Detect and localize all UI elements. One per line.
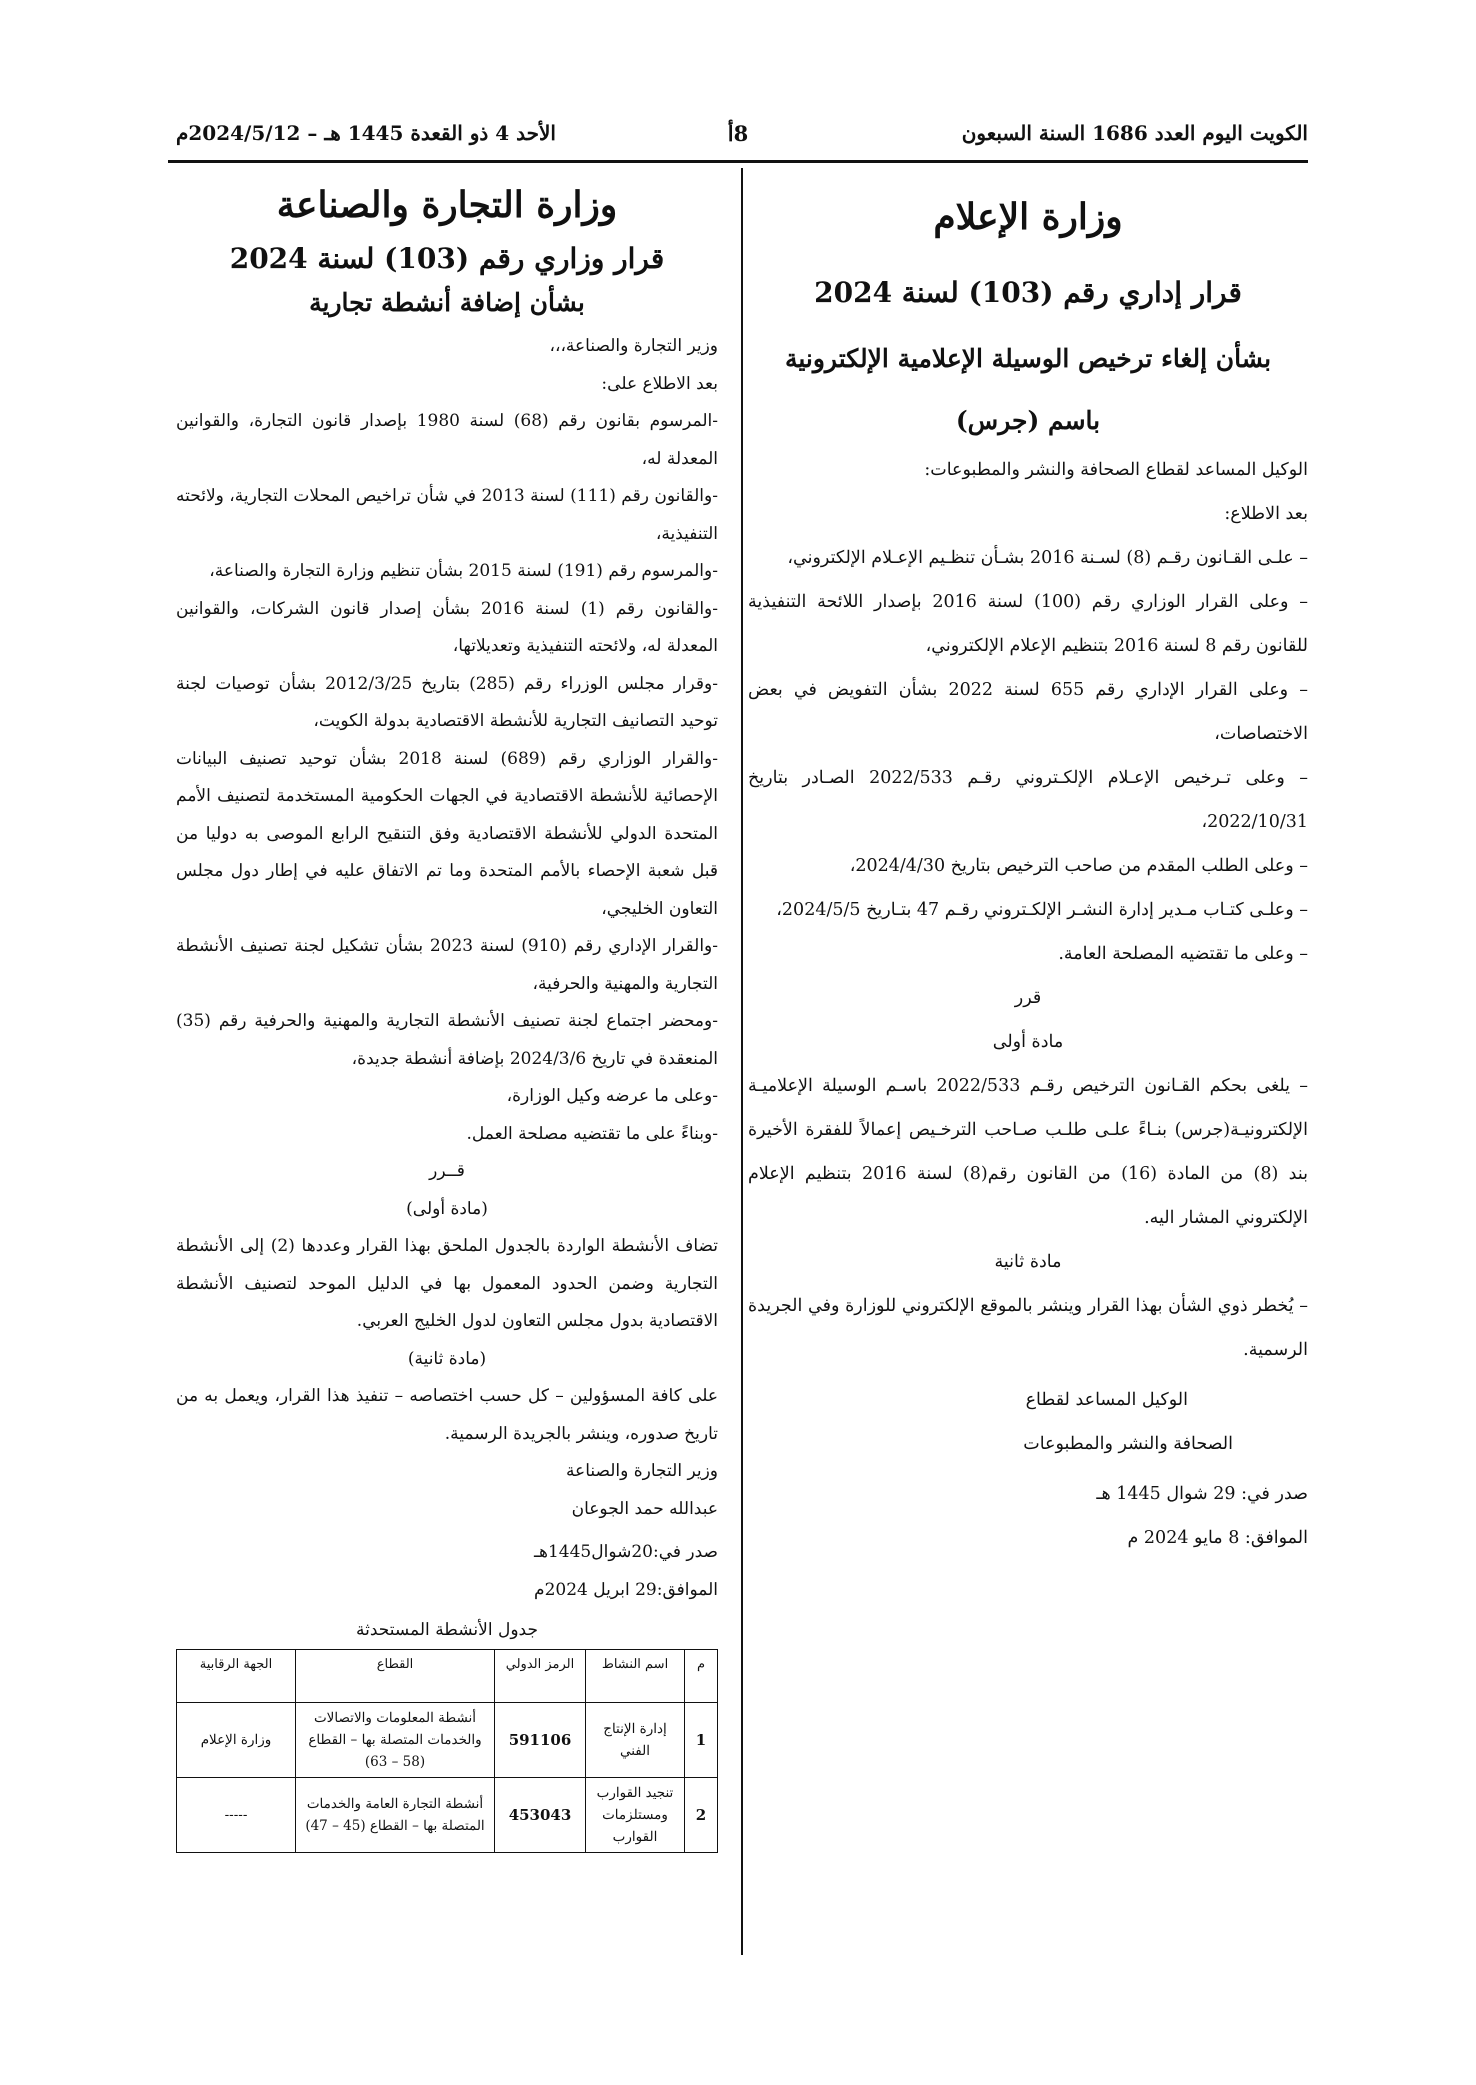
article-1-heading: (مادة أولى) (406, 1198, 488, 1219)
issue-date-gregorian: الموافق:29 ابريل 2024م (534, 1579, 718, 1600)
preamble-paragraph: – وعلـى كتـاب مـدير إدارة النشـر الإلكـتروني رقـم 47 بتـاريخ 2024/5/5، (776, 900, 1308, 920)
preamble-paragraph: – وعلى تـرخيص الإعـلام الإلكـتروني رقـم 2022/533 الصـادر بتاريخ 2022/10/31، (748, 768, 1308, 832)
masthead: الكويت اليوم العدد 1686 السنة السبعون (961, 121, 1308, 145)
ministry-title: وزارة التجارة والصناعة (276, 184, 618, 226)
decision-subject-line-1: بشأن إلغاء ترخيص الوسيلة الإعلامية الإلكترونية (784, 344, 1272, 373)
preamble-paragraph: -والقرار الوزاري رقم (689) لسنة 2018 بشأن توحيد تصنيف البيانات الإحصائية للأنشطة الاقتصادية في الجهات الحكومية المستخدمة لتصنيف الأمم المتحدة الدولي للأنشطة الاقتصادية وفق التنقيح الرابع الموصى به دوليا من قبل شعبة الإحصاء بالأمم المتحدة وما تم الاتفاق عليه في إطار دول مجلس التعاون الخليجي، (176, 748, 719, 919)
preamble-paragraph: – وعلى القرار الوزاري رقم (100) لسنة 2016 بإصدار اللائحة التنفيذية للقانون رقم 8 لسنة 2016 بتنظيم الإعلام الإلكتروني، (748, 592, 1308, 656)
article-1-text: تضاف الأنشطة الواردة بالجدول الملحق بهذا القرار وعددها (2) إلى الأنشطة التجارية وضمن الحدود المعمول بها في الدليل الموحد لتصنيف الأنشطة الاقتصادية بدول مجلس التعاون لدول الخليج العربي. (176, 1236, 718, 1331)
decision-subject-line-2: باسم (جرس) (955, 406, 1101, 435)
issue-date-gregorian: الموافق: 8 مايو 2024 م (1127, 1528, 1308, 1548)
preamble-paragraph: بعد الاطلاع: (1224, 504, 1308, 524)
preamble-paragraph: -والمرسوم رقم (191) لسنة 2015 بشأن تنظيم وزارة التجارة والصناعة، (209, 561, 718, 581)
ministry-title: وزارة الإعلام (933, 196, 1123, 238)
issue-date-hijri: صدر في: 29 شوال 1445 هـ (1096, 1484, 1308, 1504)
article-2-text: – يُخطر ذوي الشأن بهذا القرار وينشر بالموقع الإلكتروني للوزارة وفي الجريدة الرسمية. (748, 1296, 1308, 1360)
preamble-paragraph: -المرسوم بقانون رقم (68) لسنة 1980 بإصدار قانون التجارة، والقوانين المعدلة له، (176, 411, 718, 469)
table-cell: إدارة الإنتاج الفني (586, 1703, 685, 1778)
signature-name: عبدالله حمد الجوعان (571, 1498, 718, 1519)
column-header: م (685, 1650, 718, 1703)
table-row (177, 1778, 718, 1853)
signature-line-1: الوكيل المساعد لقطاع (1025, 1390, 1188, 1410)
table-cell: تنجيد القوارب ومستلزمات القوارب (586, 1778, 685, 1853)
commerce-ministry-column (176, 178, 718, 1853)
preamble-paragraph: -وقرار مجلس الوزراء رقم (285) بتاريخ 2012/3/25 بشأن توصيات لجنة توحيد التصانيف التجارية للأنشطة الاقتصادية بدولة الكويت، (176, 673, 718, 731)
article-2-text: على كافة المسؤولين – كل حسب اختصاصه – تنفيذ هذا القرار، ويعمل به من تاريخ صدوره، وينشر بالجريدة الرسمية. (176, 1386, 718, 1444)
decision-title: قرار وزاري رقم (103) لسنة 2024 (229, 242, 665, 275)
column-divider (741, 168, 743, 1955)
article-2-heading: مادة ثانية (994, 1252, 1062, 1272)
preamble-paragraph: – وعلى الطلب المقدم من صاحب الترخيص بتاريخ 2024/4/30، (849, 856, 1308, 876)
issue-date: الأحد 4 ذو القعدة 1445 هـ – 2024/5/12م (176, 121, 556, 145)
decided-heading: قرر (1014, 988, 1042, 1008)
preamble-paragraph: الوكيل المساعد لقطاع الصحافة والنشر والمطبوعات: (924, 460, 1308, 480)
table-title: جدول الأنشطة المستحدثة (356, 1620, 538, 1640)
signature-title: وزير التجارة والصناعة (565, 1461, 718, 1481)
decision-subject: بشأن إضافة أنشطة تجارية (309, 288, 585, 317)
preamble-paragraph: – وعلى القرار الإداري رقم 655 لسنة 2022 بشأن التفويض في بعض الاختصاصات، (748, 680, 1308, 744)
table-cell: وزارة الإعلام (177, 1703, 296, 1778)
table-header-row (177, 1650, 718, 1703)
preamble-paragraph: – علـى القـانون رقـم (8) لسـنة 2016 بشـأن تنظـيم الإعـلام الإلكتروني، (787, 548, 1308, 568)
article-1-text: – يلغى بحكم القـانون الترخيص رقـم 2022/533 باسـم الوسيلة الإعلاميـة الإلكترونيـة(جرس) بنـاءً علـى طلـب صـاحب الترخـيص إعمالاً للفقرة الأخيرة بند (8) من المادة (16) من القانون رقم(8) لسنة 2016 بتنظيم الإعلام الإلكتروني المشار اليه. (748, 1076, 1309, 1228)
table-row (177, 1703, 718, 1778)
preamble-paragraph: بعد الاطلاع على: (601, 373, 718, 394)
table-cell: أنشطة التجارة العامة والخدمات المتصلة بها – القطاع (45 – 47) (296, 1778, 495, 1853)
preamble-paragraph: -والقانون رقم (1) لسنة 2016 بشأن إصدار قانون الشركات، والقوانين المعدلة له، ولائحته التنفيذية وتعديلاتها، (176, 598, 718, 656)
preamble-paragraph: -وبناءً على ما تقتضيه مصلحة العمل. (466, 1123, 718, 1144)
column-header: الرمز الدولي (495, 1650, 586, 1703)
table-cell: 453043 (495, 1778, 586, 1853)
table-cell: 1 (685, 1703, 718, 1778)
information-ministry-column (748, 178, 1308, 1560)
table-cell: ----- (177, 1778, 296, 1853)
header-rule (168, 160, 1308, 163)
preamble-paragraph: -ومحضر اجتماع لجنة تصنيف الأنشطة التجارية والمهنية والحرفية رقم (35) المنعقدة في تاريخ 2024/3/6 بإضافة أنشطة جديدة، (176, 1011, 718, 1069)
table-cell: 591106 (495, 1703, 586, 1778)
preamble-paragraph: – وعلى ما تقتضيه المصلحة العامة. (1058, 944, 1308, 964)
issue-date-hijri: صدر في:20شوال1445هـ (534, 1542, 718, 1562)
column-header: الجهة الرقابية (177, 1650, 296, 1703)
column-header: القطاع (296, 1650, 495, 1703)
new-activities-table (176, 1649, 718, 1853)
preamble-paragraph: -وعلى ما عرضه وكيل الوزارة، (506, 1086, 718, 1106)
article-2-heading: (مادة ثانية) (407, 1348, 487, 1369)
preamble-paragraph: -والقرار الإداري رقم (910) لسنة 2023 بشأن تشكيل لجنة تصنيف الأنشطة التجارية والمهنية والحرفية، (176, 936, 718, 994)
column-header: اسم النشاط (586, 1650, 685, 1703)
preamble-paragraph: -والقانون رقم (111) لسنة 2013 في شأن تراخيص المحلات التجارية، ولائحته التنفيذية، (176, 486, 718, 544)
article-1-heading: مادة أولى (992, 1032, 1064, 1052)
decision-title: قرار إداري رقم (103) لسنة 2024 (814, 276, 1242, 309)
table-cell: 2 (685, 1778, 718, 1853)
signature-line-2: الصحافة والنشر والمطبوعات (1023, 1434, 1233, 1454)
preamble-paragraph: وزير التجارة والصناعة،،، (549, 336, 718, 356)
table-cell: أنشطة المعلومات والاتصالات والخدمات المتصلة بها – القطاع (58 – 63) (296, 1703, 495, 1778)
page-number: 8أ (727, 121, 749, 146)
decided-heading: قــرر (429, 1161, 465, 1181)
